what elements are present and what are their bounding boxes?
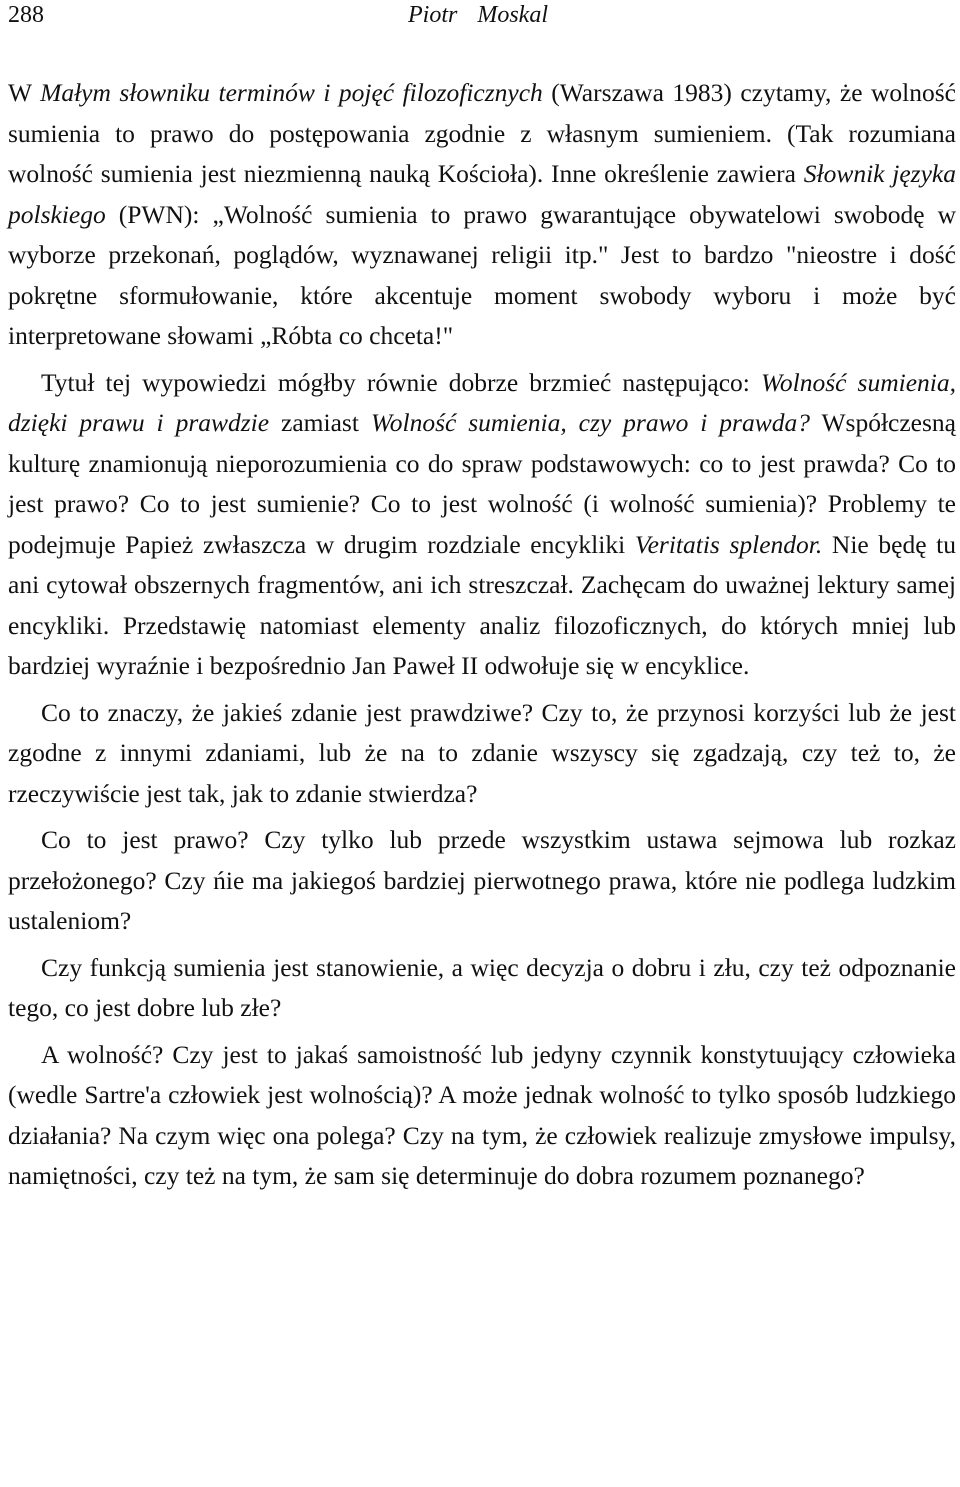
- text-run: Współczesną kulturę znamionują nieporozumienia co do spraw podstawowych: co to jest prawda? Co to jest prawo? Co to jest sumienie? Co to jest wolność (i wolność sumienia)? Problemy te podejmuje Papież zwłaszcza w drugim rozdziale encykliki: [8, 408, 956, 559]
- page-number: 288: [8, 2, 44, 28]
- running-head-author: Piotr Moskal: [408, 2, 548, 28]
- paragraph-1: [8, 73, 956, 357]
- italic-text: Słownik języka polskiego: [8, 159, 956, 229]
- text-run: (PWN): „Wolność sumienia to prawo gwarantujące obywatelowi swobodę w wyborze przekonań, poglądów, wyznawanej religii itp." Jest to bardzo "nieostre i dość pokrętne sformułowanie, które akcentuje moment swobody wyboru i może być interpretowane słowami „Róbta co chceta!": [8, 199, 956, 350]
- paragraph-6: [8, 1035, 956, 1197]
- italic-text: Veritatis splendor.: [634, 529, 823, 559]
- italic-text: Wolność sumienia, dzięki prawu i prawdzie: [8, 367, 957, 437]
- body-text: [8, 73, 956, 1197]
- page-header: [0, 0, 960, 40]
- text-run: A wolność? Czy jest to jakaś samoistność lub jedyny czynnik konstytuujący człowieka (wedle Sartre'a człowiek jest wolnością)? A może jednak wolność to tylko sposób ludzkiego działania? Na czym więc ona polega? Czy na tym, że człowiek realizuje zmysłowe impulsy, namiętności, czy też na tym, że sam się determinuje do dobra rozumem poznanego?: [8, 1039, 956, 1190]
- text-run: zamiast: [269, 408, 371, 437]
- paragraph-4: [8, 820, 956, 942]
- text-run: (Warszawa 1983) czytamy, że wolność sumienia to prawo do postępowania zgodnie z własnym sumieniem. (Tak rozumiana wolność sumienia jest niezmienną nauką Kościoła). Inne określenie zawiera: [8, 78, 956, 188]
- text-run: Czy funkcją sumienia jest stanowienie, a więc decyzja o dobru i złu, czy też odpoznanie tego, co jest dobre lub złe?: [8, 952, 956, 1022]
- paragraph-2: [8, 363, 956, 687]
- paragraph-3: [8, 693, 956, 815]
- text-run: Co to znaczy, że jakieś zdanie jest prawdziwe? Czy to, że przynosi korzyści lub że jest zgodne z innymi zdaniami, lub że na to zdanie wszyscy się zgadzają, czy też to, że rzeczywiście jest tak, jak to zdanie stwierdza?: [8, 697, 956, 808]
- text-run: W: [8, 78, 41, 107]
- italic-text: Wolność sumienia, czy prawo i prawda?: [370, 408, 810, 437]
- italic-text: Małym słowniku terminów i pojęć filozoficznych: [40, 78, 543, 107]
- text-run: Co to jest prawo? Czy tylko lub przede wszystkim ustawa sejmowa lub rozkaz przełożonego? Czy ńie ma jakiegoś bardziej pierwotnego prawa, które nie podlega ludzkim ustaleniom?: [8, 825, 956, 935]
- text-run: Nie będę tu ani cytował obszernych fragmentów, ani ich streszczał. Zachęcam do uważnej lektury samej encykliki. Przedstawię natomiast elementy analiz filozoficznych, do których mniej lub bardziej wyraźnie i bezpośrednio Jan Paweł II odwołuje się w encyklice.: [8, 529, 956, 680]
- paragraph-5: [8, 948, 956, 1029]
- text-run: Tytuł tej wypowiedzi mógłby równie dobrze brzmieć następująco:: [41, 367, 761, 397]
